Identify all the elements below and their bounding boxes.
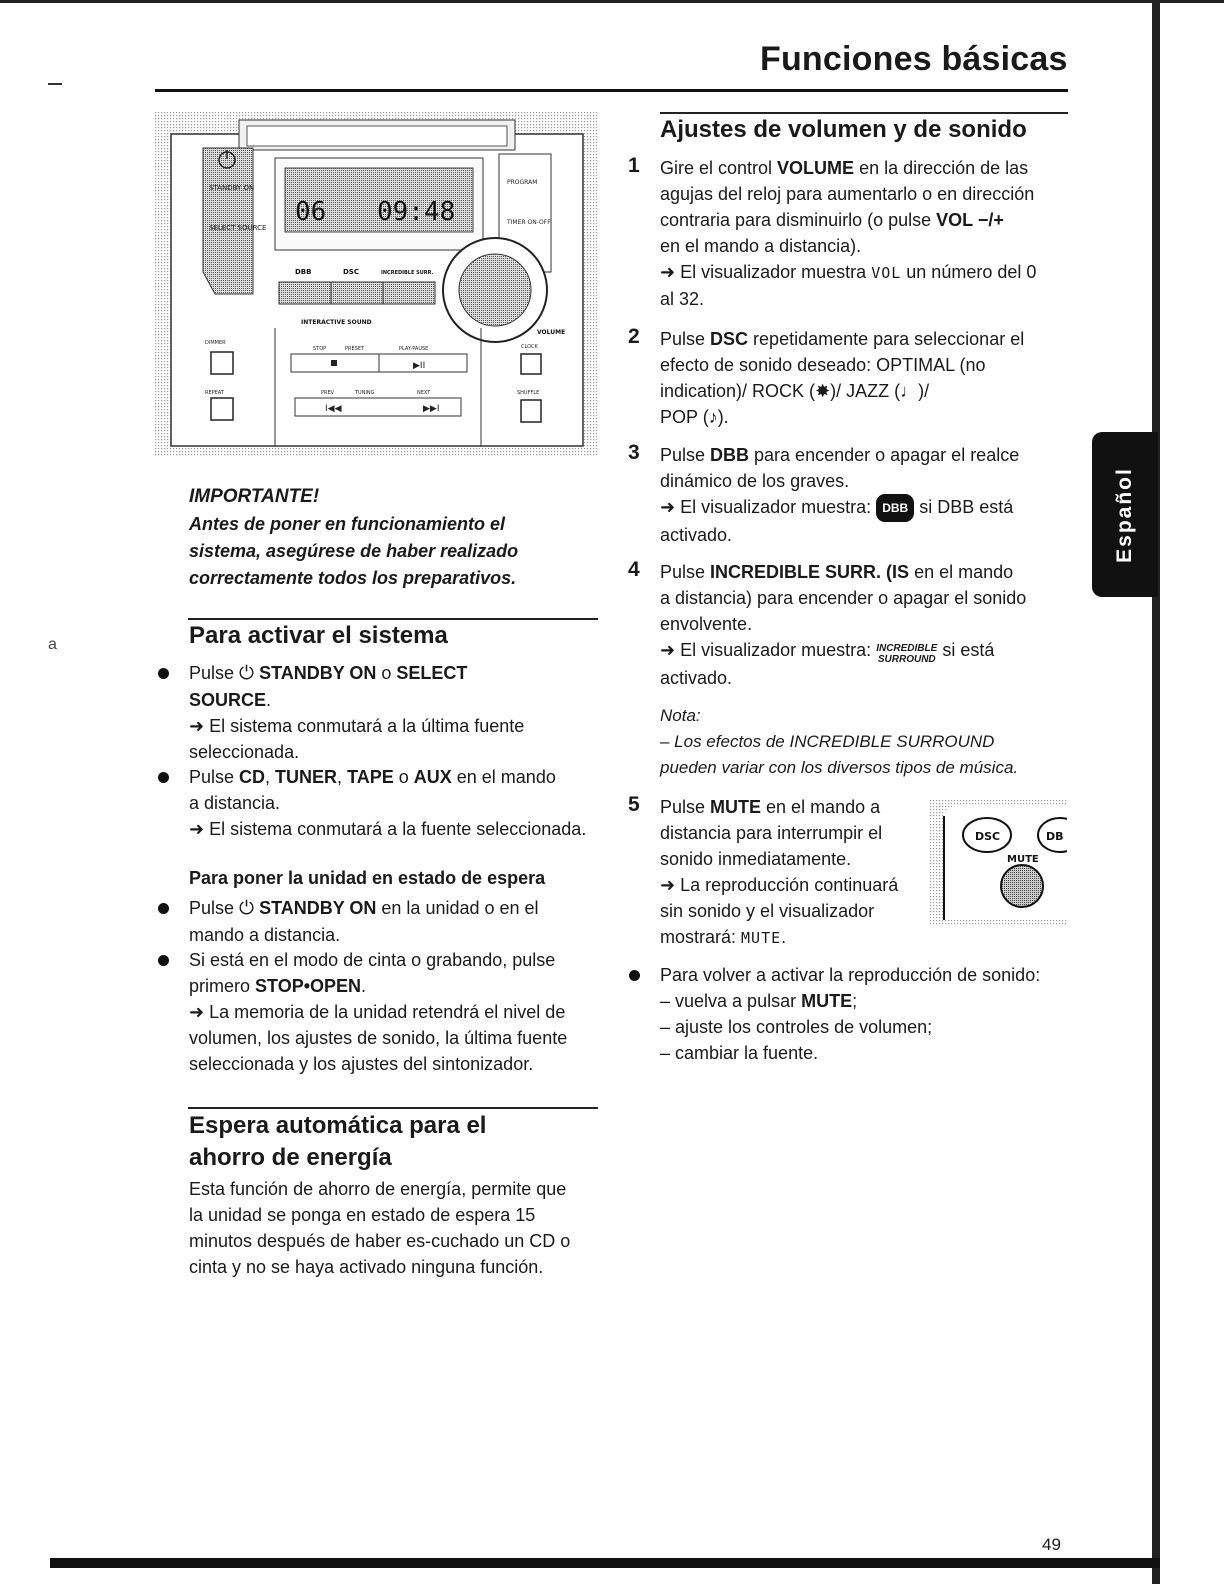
arrow-icon: ➜: [660, 262, 676, 282]
step-1: Gire el control VOLUME en la dirección de las agujas del reloj para aumentarlo o en dirección contraria para disminuirlo (o pulse VOL −/+ en el mando a distancia). ➜ El visualizador muestra VOL un número del 0 al 32.: [660, 158, 1037, 309]
espera-item-1: Pulse ⏻ STANDBY ON en la unidad o en el mando a distancia.: [189, 898, 539, 945]
subheading-espera: Para poner la unidad en estado de espera: [189, 868, 546, 888]
arrow-icon: ➜: [189, 819, 205, 839]
label-timer: TIMER ON-OFF: [507, 219, 551, 226]
label-prev: PREV: [321, 390, 335, 396]
label-standby: STANDBY ON: [209, 184, 255, 192]
label-next: NEXT: [417, 390, 431, 396]
heading-espera-automatica: Espera automática para el ahorro de energía: [189, 1112, 487, 1171]
device-panel-figure: [155, 112, 598, 457]
label-interactive: INTERACTIVE SOUND: [301, 319, 372, 326]
step-5: Pulse MUTE en el mando a distancia para interrumpir el sonido inmediatamente. ➜ La reproducción continuará sin sonido y el visualizador mostrará: MUTE.: [660, 797, 899, 947]
jazz-icon: ♩: [900, 381, 919, 401]
arrow-icon: ➜: [189, 1002, 205, 1022]
pop-icon: ♪: [708, 407, 718, 427]
page-title: Funciones básicas: [760, 40, 1068, 78]
page-number: 49: [1042, 1535, 1061, 1554]
step-number: 5: [628, 793, 640, 816]
rock-icon: ✸: [815, 381, 831, 401]
step-number: 4: [628, 558, 640, 581]
label-select: SELECT SOURCE: [209, 224, 267, 232]
fig-dsc-label: DSC: [975, 830, 1001, 843]
espera-paragraph: Esta función de ahorro de energía, permite que la unidad se ponga en estado de espera 15 minutos después de haber es-cuchado un CD o cinta y no se haya activado ninguna función.: [189, 1179, 571, 1277]
scan-edge-bottom: [50, 1558, 1160, 1568]
label-clock: CLOCK: [521, 344, 538, 350]
important-line: sistema, asegúrese de haber realizado: [189, 541, 519, 561]
bullet: [158, 903, 169, 914]
label-repeat: REPEAT: [205, 390, 224, 396]
svg-text:I◀◀: I◀◀: [325, 404, 342, 414]
incredible-surround-logo: INCREDIBLE SURROUND: [876, 643, 938, 665]
important-line: correctamente todos los preparativos.: [189, 568, 517, 588]
step-3: Pulse DBB para encender o apagar el realce dinámico de los graves. ➜ El visualizador muestra: DBB si DBB está activado.: [660, 445, 1020, 545]
section-rule: [188, 1107, 598, 1109]
step-number: 1: [628, 154, 640, 177]
dbb-badge: DBB: [876, 494, 914, 522]
activar-item-1: Pulse ⏻ STANDBY ON o SELECT SOURCE. ➜ El sistema conmutará a la última fuente seleccionada.: [189, 663, 525, 762]
scan-edge-right: [1152, 0, 1160, 1584]
activar-item-2: Pulse CD, TUNER, TAPE o AUX en el mando a distancia. ➜ El sistema conmutará a la fuente seleccionada.: [189, 767, 587, 839]
fig-db-label: DB: [1046, 830, 1064, 843]
lcd-text: MUTE: [741, 929, 782, 947]
arrow-icon: ➜: [660, 875, 676, 895]
label-program: PROGRAM: [507, 179, 538, 186]
arrow-icon: ➜: [660, 640, 676, 660]
label-tuning: TUNING: [355, 390, 375, 396]
label-playpause: PLAY-PAUSE: [399, 346, 429, 352]
lcd-left: 06: [295, 197, 327, 227]
restore-sound-item: Para volver a activar la reproducción de sonido: – vuelva a pulsar MUTE; – ajuste los controles de volumen; – cambiar la fuente.: [660, 965, 1041, 1063]
bullet: [158, 955, 169, 966]
stray-letter: a: [48, 636, 57, 653]
important-body: [189, 511, 599, 592]
step-number: 3: [628, 441, 640, 464]
label-stop: STOP: [313, 346, 327, 352]
espera-item-2: Si está en el modo de cinta o grabando, pulse primero STOP•OPEN. ➜ La memoria de la unidad retendrá el nivel de volumen, los ajustes de sonido, la última fuente seleccionada y los ajustes del sintonizador.: [189, 950, 568, 1074]
label-dimmer: DIMMER: [205, 340, 226, 346]
arrow-icon: ➜: [660, 497, 676, 517]
label-volume: VOLUME: [537, 329, 566, 336]
label-preset: PRESET: [345, 346, 365, 352]
margin-mark: [48, 83, 62, 85]
important-title: IMPORTANTE!: [189, 486, 320, 507]
label-dbb: DBB: [295, 268, 312, 276]
label-incredible: INCREDIBLE SURR.: [381, 270, 434, 276]
scan-edge-top: [0, 0, 1224, 3]
heading-volumen: Ajustes de volumen y de sonido: [660, 116, 1027, 143]
important-line: Antes de poner en funcionamiento el: [189, 514, 506, 534]
power-icon: ⏻: [239, 663, 255, 684]
nota-title: Nota:: [660, 706, 701, 725]
step-2: Pulse DSC repetidamente para seleccionar el efecto de sonido deseado: OPTIMAL (no indication)/ ROCK (✸)/ JAZZ (♩)/ POP (♪).: [660, 329, 1025, 427]
lcd-text: VOL: [871, 264, 902, 282]
power-icon: ⏻: [239, 898, 255, 919]
language-tab-label: Español: [1113, 466, 1136, 563]
language-tab: [1092, 432, 1158, 597]
title-rule: [155, 89, 1068, 92]
step-number: 2: [628, 325, 640, 348]
step-4: Pulse INCREDIBLE SURR. (IS en el mando a distancia) para encender o apagar el sonido envolvente. ➜ El visualizador muestra: INCREDIBLE SURROUND si está activado.: [660, 562, 1027, 688]
remote-mute-figure: [930, 800, 1067, 926]
label-dsc: DSC: [343, 268, 359, 276]
heading-activar: Para activar el sistema: [189, 622, 448, 649]
svg-text:▶II: ▶II: [413, 361, 426, 371]
fig-mute-label: MUTE: [1007, 854, 1039, 865]
bullet: [158, 668, 169, 679]
lcd-right: 09:48: [377, 197, 456, 227]
nota-body: – Los efectos de INCREDIBLE SURROUND pueden variar con los diversos tipos de música.: [660, 732, 1019, 777]
bullet: [629, 970, 640, 981]
svg-text:▶▶I: ▶▶I: [423, 404, 440, 414]
label-shuffle: SHUFFLE: [517, 390, 540, 396]
bullet: [158, 772, 169, 783]
arrow-icon: ➜: [189, 716, 205, 736]
